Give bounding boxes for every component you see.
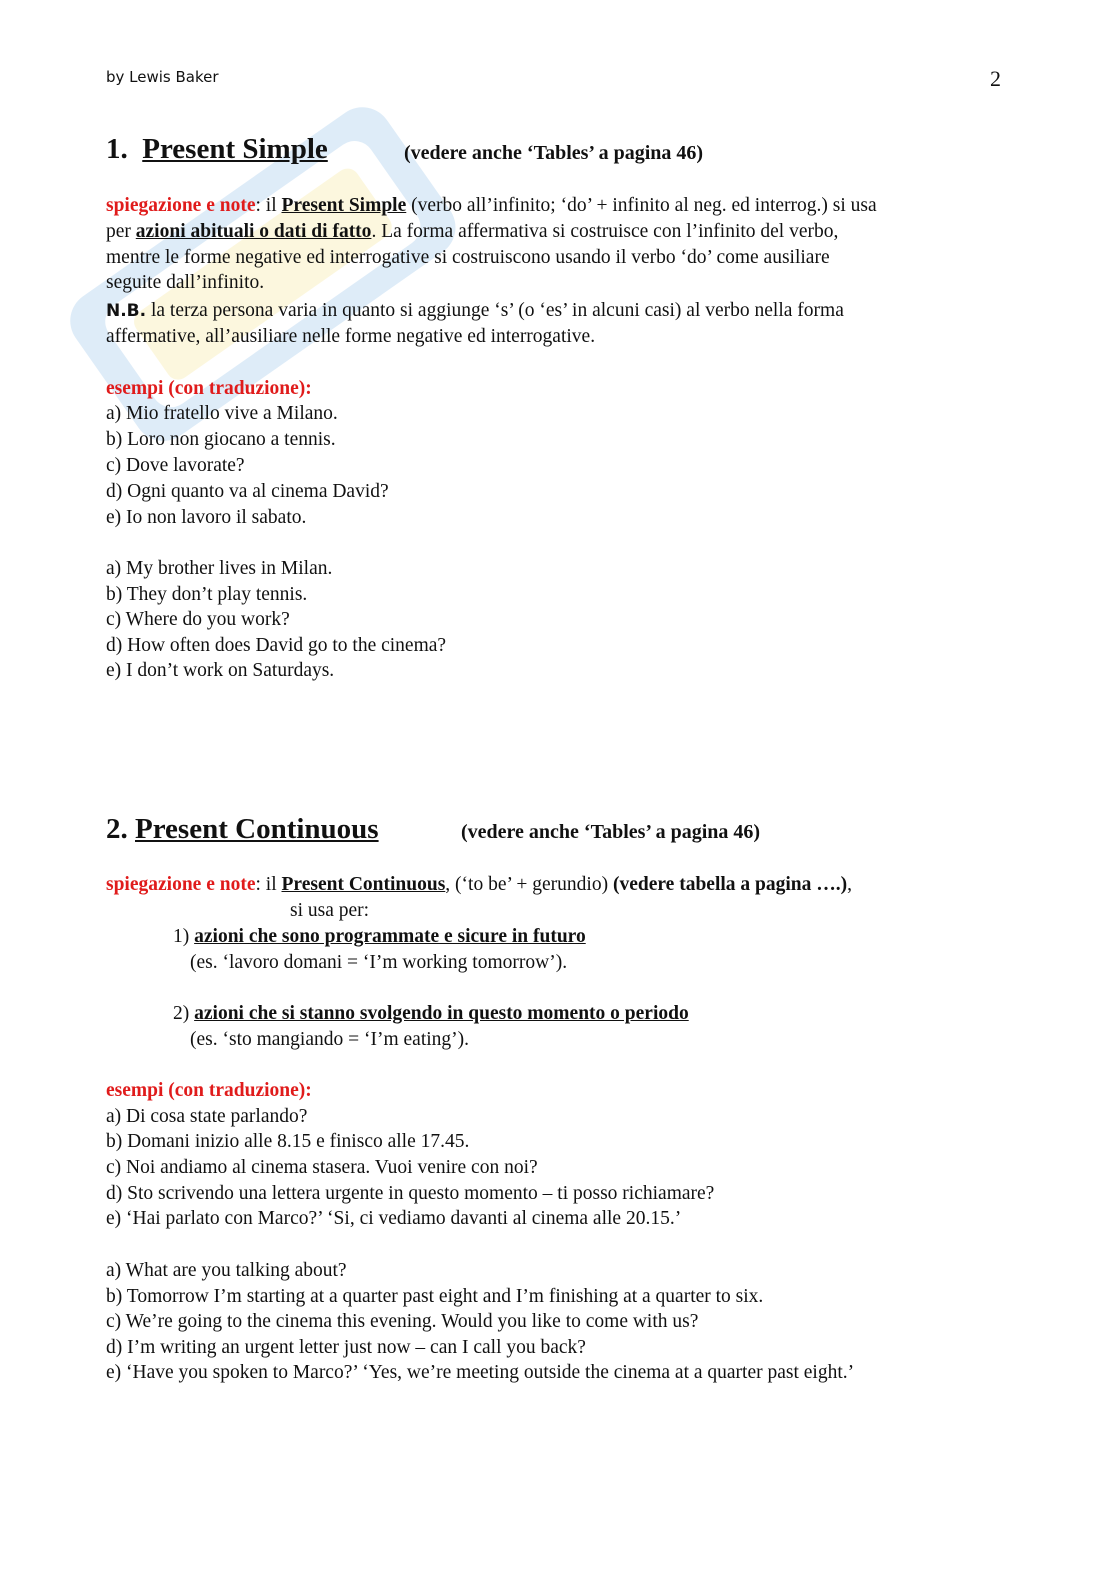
s1-key-phrase: azioni abituali o dati di fatto [135, 221, 372, 242]
section-2-number: 2. [106, 813, 128, 845]
s1-text: per [106, 221, 136, 242]
section-1-number: 1. [106, 133, 128, 165]
s2-example-en: b) Tomorrow I’m starting at a quarter past eight and I’m finishing at a quarter to six. [106, 1286, 764, 1307]
s2-usage-2 [173, 1001, 689, 1027]
s1-example-en: b) They don’t play tennis. [106, 584, 308, 605]
s1-example-it: e) Io non lavoro il sabato. [106, 507, 307, 528]
s1-example-en: d) How often does David go to the cinema? [106, 635, 447, 656]
s2-example-en: e) ‘Have you spoken to Marco?’ ‘Yes, we’re meeting outside the cinema at a quarter past eight.’ [106, 1362, 855, 1383]
s1-nb-line-2: affermative, all’ausiliare nelle forme negative ed interrogative. [106, 326, 596, 347]
s2-text: , (‘to be’ + gerundio) [445, 874, 613, 895]
s1-text: . La forma affermativa si costruisce con l’infinito del verbo, [371, 221, 839, 242]
section-2-title: Present Continuous [135, 813, 379, 845]
section-1-title: Present Simple [142, 133, 328, 165]
section-2-heading [106, 813, 379, 846]
s2-usage-1-example: (es. ‘lavoro domani = ‘I’m working tomorrow’). [190, 952, 568, 973]
s2-example-en: d) I’m writing an urgent letter just now – can I call you back? [106, 1337, 586, 1358]
s1-explanation-line-1 [106, 193, 877, 219]
s2-examples-label: esempi (con traduzione): [106, 1080, 312, 1101]
s2-usage-2-example: (es. ‘sto mangiando = ‘I’m eating’). [190, 1029, 470, 1050]
s2-explanation-line-2: si usa per: [290, 900, 370, 921]
s2-example-it: a) Di cosa state parlando? [106, 1106, 308, 1127]
s2-example-en: a) What are you talking about? [106, 1260, 347, 1281]
s2-example-it: b) Domani inizio alle 8.15 e finisco alle 17.45. [106, 1131, 470, 1152]
s2-text: : il [255, 874, 282, 895]
s2-example-en: c) We’re going to the cinema this evening. Would you like to come with us? [106, 1311, 699, 1332]
s1-example-en: a) My brother lives in Milan. [106, 558, 333, 579]
header-author: by Lewis Baker [106, 68, 219, 86]
s1-term: Present Simple [281, 195, 407, 216]
s2-usage-1-text: azioni che sono programmate e sicure in futuro [194, 926, 586, 947]
s1-example-en: c) Where do you work? [106, 609, 290, 630]
s1-example-it: b) Loro non giocano a tennis. [106, 429, 336, 450]
s2-text: , [847, 874, 853, 895]
s1-explanation-label: spiegazione e note [106, 195, 256, 216]
s1-explanation-line-4: seguite dall’infinito. [106, 272, 265, 293]
s1-text: : il [255, 195, 282, 216]
s1-explanation-line-2 [106, 219, 838, 245]
s2-example-it: c) Noi andiamo al cinema stasera. Vuoi venire con noi? [106, 1157, 538, 1178]
s2-usage-2-text: azioni che si stanno svolgendo in questo momento o periodo [194, 1003, 689, 1024]
s2-explanation-label: spiegazione e note [106, 874, 256, 895]
s2-usage-1-num: 1) [173, 926, 195, 947]
s2-explanation-line-1 [106, 872, 852, 898]
s1-explanation-line-3: mentre le forme negative ed interrogative si costruiscono usando il verbo ‘do’ come ausiliare [106, 247, 830, 268]
s1-example-en: e) I don’t work on Saturdays. [106, 660, 335, 681]
section-2-ref: (vedere anche ‘Tables’ a pagina 46) [461, 821, 761, 843]
section-1-ref: (vedere anche ‘Tables’ a pagina 46) [404, 142, 704, 164]
s1-example-it: d) Ogni quanto va al cinema David? [106, 481, 389, 502]
s2-example-it: d) Sto scrivendo una lettera urgente in questo momento – ti posso richiamare? [106, 1183, 715, 1204]
s1-text: (verbo all’infinito; ‘do’ + infinito al neg. ed interrog.) si usa [406, 195, 877, 216]
nb-label: N.B. [106, 301, 147, 321]
s1-text: la terza persona varia in quanto si aggiunge ‘s’ (o ‘es’ in alcuni casi) al verbo nella forma [146, 300, 844, 321]
section-1-heading [106, 133, 328, 166]
s2-table-ref: (vedere tabella a pagina ….) [612, 874, 848, 895]
s2-example-it: e) ‘Hai parlato con Marco?’ ‘Si, ci vediamo davanti al cinema alle 20.15.’ [106, 1208, 682, 1229]
s2-usage-1 [173, 924, 586, 950]
s1-nb-line-1 [106, 298, 844, 324]
s1-example-it: c) Dove lavorate? [106, 455, 245, 476]
page-number: 2 [990, 66, 1001, 91]
s2-term: Present Continuous [281, 874, 446, 895]
s1-example-it: a) Mio fratello vive a Milano. [106, 403, 338, 424]
s2-usage-2-num: 2) [173, 1003, 195, 1024]
s1-examples-label: esempi (con traduzione): [106, 378, 312, 399]
